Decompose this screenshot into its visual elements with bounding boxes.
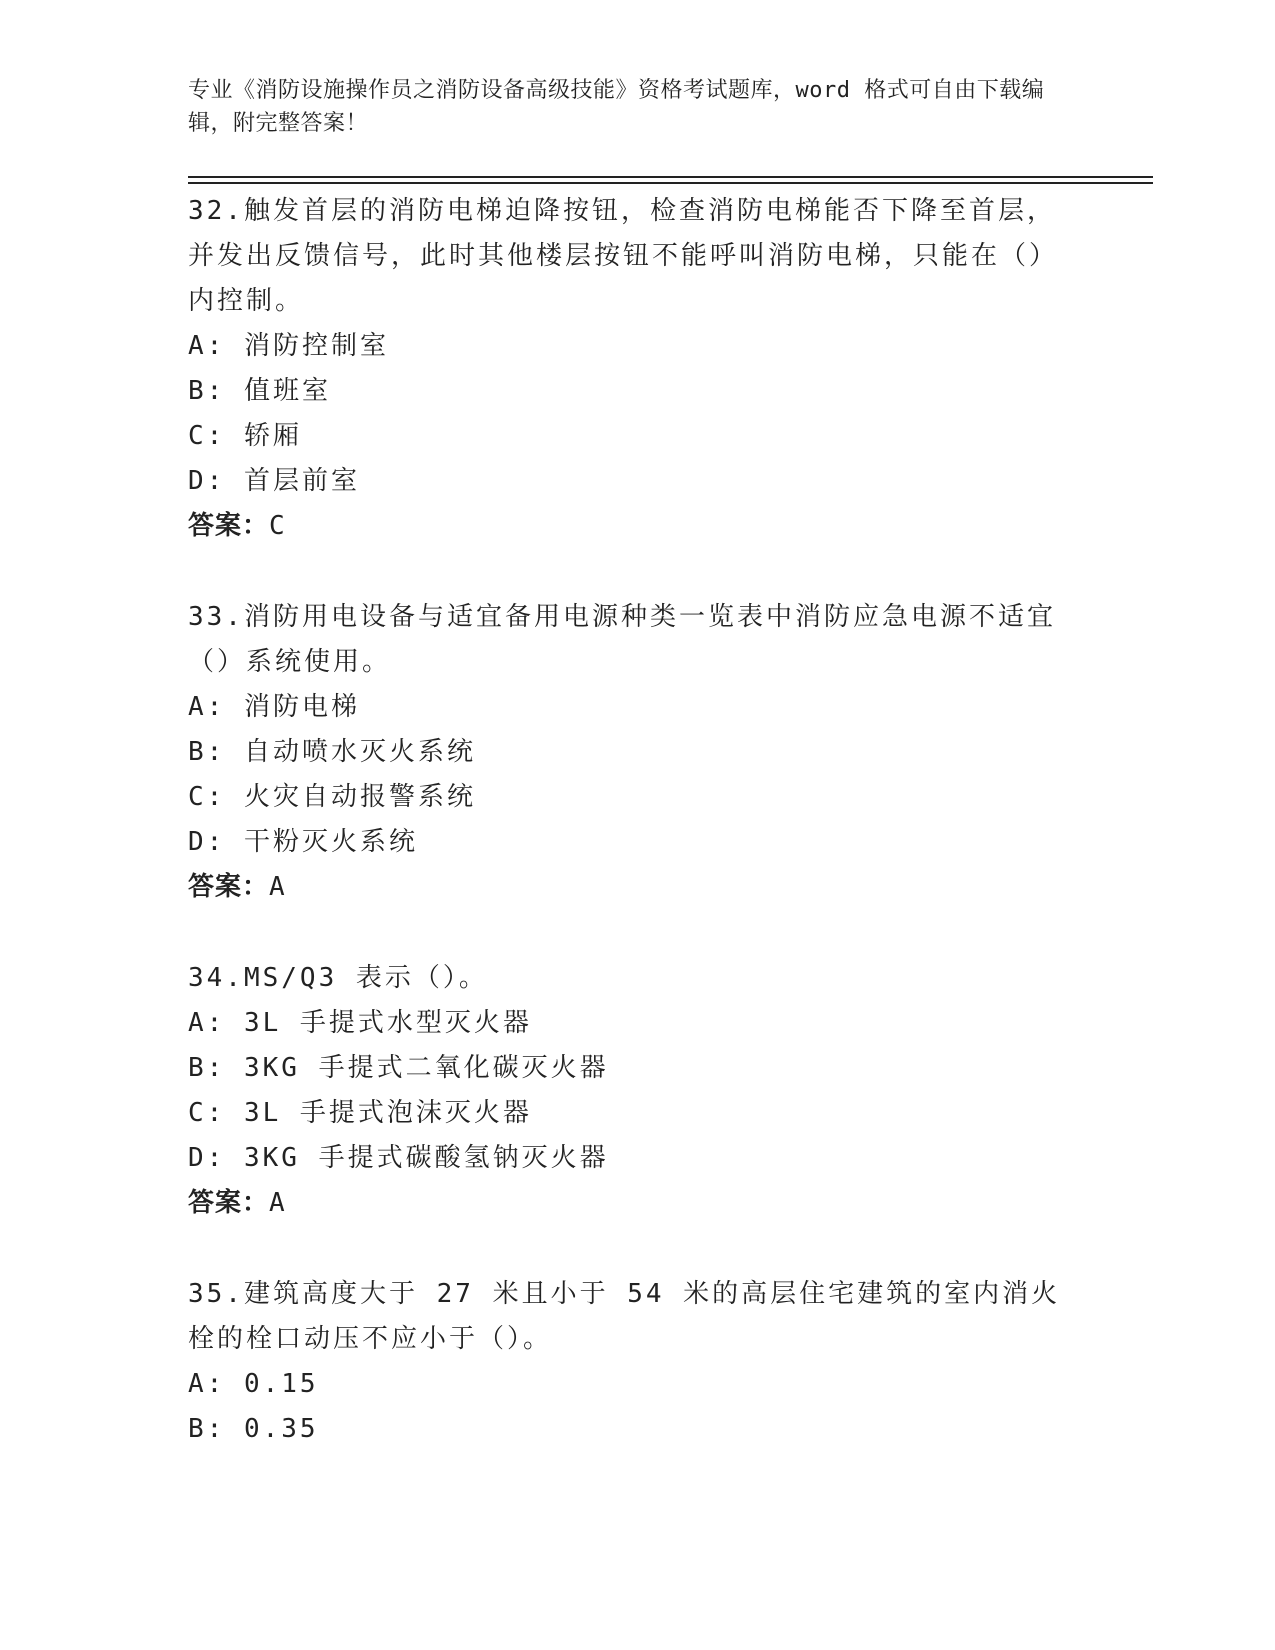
question-stem: 34.MS/Q3 表示（）。 xyxy=(188,963,488,993)
option-a: A: 消防控制室 xyxy=(188,331,389,361)
question-stem: 33.消防用电设备与适宜备用电源种类一览表中消防应急电源不适宜（）系统使用。 xyxy=(188,602,1056,677)
option-d: D: 3KG 手提式碳酸氢钠灭火器 xyxy=(188,1143,609,1173)
document-header: 专业《消防设施操作员之消防设备高级技能》资格考试题库，word 格式可自由下载编辑，附完整答案！ xyxy=(188,78,1045,136)
option-c: C: 火灾自动报警系统 xyxy=(188,782,476,812)
option-a: A: 3L 手提式水型灭火器 xyxy=(188,1008,532,1038)
answer xyxy=(188,504,1068,549)
header-divider-top xyxy=(188,176,1153,178)
answer-value: C xyxy=(269,511,286,541)
answer-label: 答案： xyxy=(188,872,270,902)
option-b: B: 值班室 xyxy=(188,376,331,406)
question-stem: 32.触发首层的消防电梯迫降按钮，检查消防电梯能否下降至首层，并发出反馈信号，此时其他楼层按钮不能呼叫消防电梯，只能在（）内控制。 xyxy=(188,196,1059,316)
question-34 xyxy=(188,956,1068,1226)
answer xyxy=(188,865,1068,910)
answer-label: 答案： xyxy=(188,511,270,541)
question-list xyxy=(188,189,1068,1498)
option-c: C: 3L 手提式泡沫灭火器 xyxy=(188,1098,532,1128)
header-divider-bottom xyxy=(188,182,1153,184)
option-d: D: 首层前室 xyxy=(188,466,360,496)
answer-value: A xyxy=(269,872,286,902)
question-35 xyxy=(188,1272,1068,1452)
answer-label: 答案： xyxy=(188,1188,270,1218)
option-b: B: 3KG 手提式二氧化碳灭火器 xyxy=(188,1053,609,1083)
question-33 xyxy=(188,595,1068,910)
option-a: A: 0.15 xyxy=(188,1369,319,1399)
answer xyxy=(188,1181,1068,1226)
question-stem: 35.建筑高度大于 27 米且小于 54 米的高层住宅建筑的室内消火栓的栓口动压不应小于（）。 xyxy=(188,1279,1061,1354)
option-c: C: 轿厢 xyxy=(188,421,302,451)
option-d: D: 干粉灭火系统 xyxy=(188,827,418,857)
option-a: A: 消防电梯 xyxy=(188,692,360,722)
option-b: B: 0.35 xyxy=(188,1414,319,1444)
answer-value: A xyxy=(269,1188,286,1218)
option-b: B: 自动喷水灭火系统 xyxy=(188,737,476,767)
question-32 xyxy=(188,189,1068,549)
